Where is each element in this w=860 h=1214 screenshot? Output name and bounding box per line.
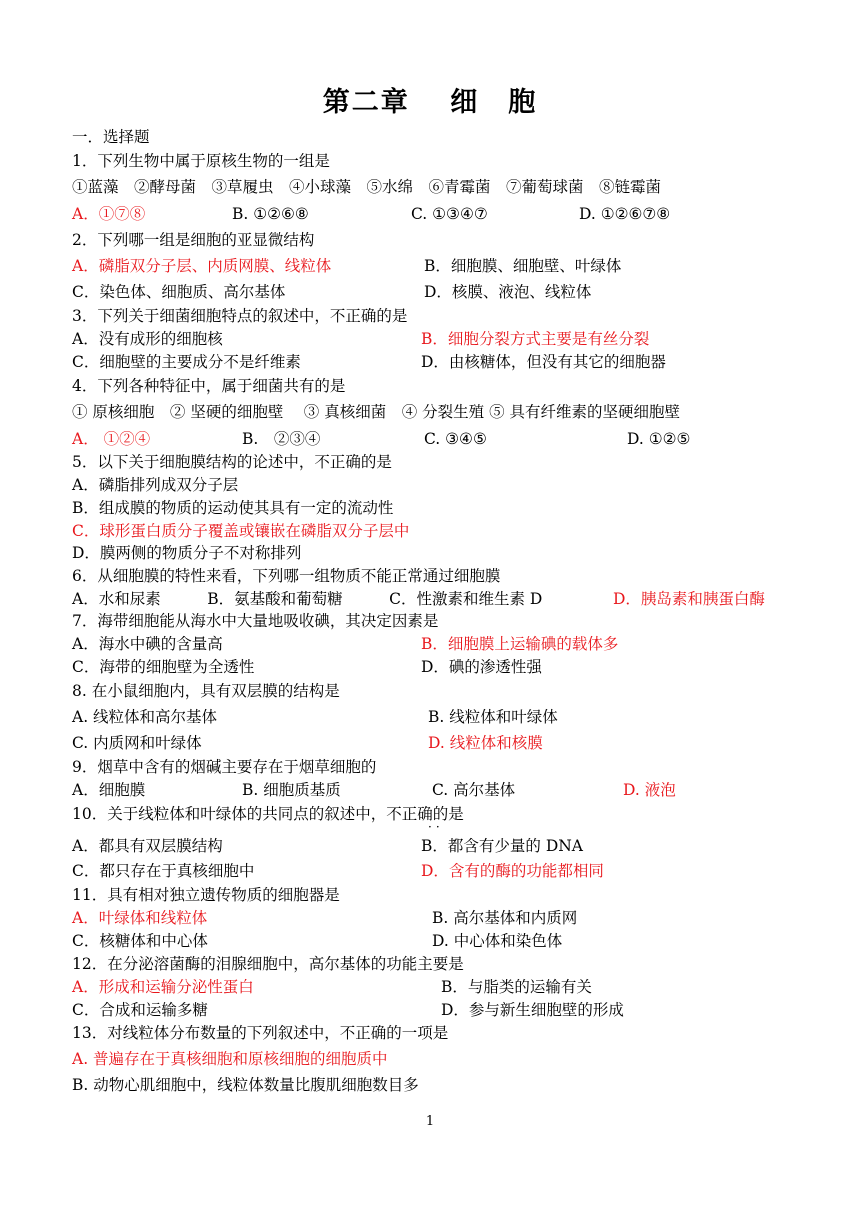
q11-option-a: A．叶绿体和线粒体	[72, 909, 208, 927]
q7-option-b: B．细胞膜上运输碘的载体多	[421, 635, 619, 653]
q1-option-c: C. ①③④⑦	[411, 205, 488, 223]
q10-option-b: B．都含有少量的 DNA	[421, 837, 584, 855]
q7-option-c: C．海带的细胞壁为全透性	[72, 658, 255, 676]
q1-items: ①蓝藻 ②酵母菌 ③草履虫 ④小球藻 ⑤水绵 ⑥青霉菌 ⑦葡萄球菌 ⑧链霉菌	[72, 178, 662, 196]
q3-option-a: A．没有成形的细胞核	[72, 330, 223, 348]
emphasis-dots: ··	[428, 820, 444, 834]
q13-option-b: B. 动物心肌细胞中，线粒体数量比腹肌细胞数目多	[72, 1076, 419, 1094]
q11-option-b: B. 高尔基体和内质网	[432, 909, 578, 927]
q7-option-a: A．海水中碘的含量高	[72, 635, 223, 653]
q4-stem: 4．下列各种特征中，属于细菌共有的是	[72, 377, 346, 395]
q2-option-c: C．染色体、细胞质、高尔基体	[72, 283, 286, 301]
q3-option-c: C．细胞壁的主要成分不是纤维素	[72, 353, 301, 371]
q12-option-a: A．形成和运输分泌性蛋白	[72, 978, 254, 996]
q9-option-d: D. 液泡	[623, 781, 676, 799]
q11-option-c: C．核糖体和中心体	[72, 932, 208, 950]
q8-option-c: C. 内质网和叶绿体	[72, 734, 202, 752]
q2-option-a: A．磷脂双分子层、内质网膜、线粒体	[72, 257, 332, 275]
q12-option-d: D．参与新生细胞壁的形成	[441, 1001, 624, 1019]
q10-option-c: C．都只存在于真核细胞中	[72, 862, 255, 880]
q1-option-b: B. ①②⑥⑧	[232, 205, 309, 223]
q3-option-b: B．细胞分裂方式主要是有丝分裂	[421, 330, 650, 348]
q4-option-d: D. ①②⑤	[627, 430, 691, 448]
q9-option-b: B. 细胞质基质	[242, 781, 341, 799]
q13-stem: 13．对线粒体分布数量的下列叙述中，不正确的一项是	[72, 1024, 449, 1042]
q5-option-c: C．球形蛋白质分子覆盖或镶嵌在磷脂双分子层中	[72, 522, 410, 540]
q6-options-abc: A．水和尿素 B．氨基酸和葡萄糖 C．性激素和维生素 D	[72, 590, 543, 608]
q8-option-b: B. 线粒体和叶绿体	[428, 708, 558, 726]
q10-option-a: A．都具有双层膜结构	[72, 837, 223, 855]
page-title: 第二章 细 胞	[322, 87, 538, 118]
q1-option-d: D. ①②⑥⑦⑧	[579, 205, 671, 223]
q10-option-d: D．含有的酶的功能都相同	[421, 862, 604, 880]
q2-option-b: B．细胞膜、细胞壁、叶绿体	[424, 257, 622, 275]
q5-option-b: B．组成膜的物质的运动使其具有一定的流动性	[72, 499, 394, 517]
q6-stem: 6．从细胞膜的特性来看，下列哪一组物质不能正常通过细胞膜	[72, 567, 501, 585]
q9-option-a: A．细胞膜	[72, 781, 146, 799]
q4-option-a: A． ①②④	[72, 430, 151, 448]
q2-option-d: D．核膜、液泡、线粒体	[424, 283, 592, 301]
q12-option-b: B．与脂类的运输有关	[441, 978, 592, 996]
q11-stem: 11．具有相对独立遗传物质的细胞器是	[72, 886, 340, 904]
q9-stem: 9．烟草中含有的烟碱主要存在于烟草细胞的	[72, 758, 377, 776]
q1-stem: 1．下列生物中属于原核生物的一组是	[72, 152, 330, 170]
q12-stem: 12．在分泌溶菌酶的泪腺细胞中，高尔基体的功能主要是	[72, 955, 464, 973]
q8-option-a: A. 线粒体和高尔基体	[72, 708, 218, 726]
q2-stem: 2．下列哪一组是细胞的亚显微结构	[72, 231, 315, 249]
q1-option-a: A．①⑦⑧	[72, 205, 146, 223]
q10-stem: 10．关于线粒体和叶绿体的共同点的叙述中，不正确的是	[72, 805, 464, 823]
q13-option-a: A. 普遍存在于真核细胞和原核细胞的细胞质中	[72, 1050, 388, 1068]
q4-items: ① 原核细胞 ② 坚硬的细胞壁 ③ 真核细菌 ④ 分裂生殖 ⑤ 具有纤维素的坚硬细胞壁	[72, 403, 680, 421]
q7-stem: 7．海带细胞能从海水中大量地吸收碘，其决定因素是	[72, 612, 439, 630]
q5-option-a: A．磷脂排列成双分子层	[72, 476, 239, 494]
q4-option-b: B. ②③④	[242, 430, 321, 448]
q4-option-c: C. ③④⑤	[424, 430, 487, 448]
q9-option-c: C. 高尔基体	[432, 781, 516, 799]
page-number: 1	[425, 1114, 435, 1129]
q6-option-d: D．胰岛素和胰蛋白酶	[613, 590, 765, 608]
q8-stem: 8. 在小鼠细胞内，具有双层膜的结构是	[72, 682, 340, 700]
q7-option-d: D．碘的渗透性强	[421, 658, 542, 676]
q11-option-d: D. 中心体和染色体	[432, 932, 563, 950]
q5-stem: 5．以下关于细胞膜结构的论述中，不正确的是	[72, 453, 392, 471]
q8-option-d: D. 线粒体和核膜	[428, 734, 543, 752]
q5-option-d: D．膜两侧的物质分子不对称排列	[72, 544, 302, 562]
q3-stem: 3．下列关于细菌细胞特点的叙述中，不正确的是	[72, 307, 408, 325]
q3-option-d: D．由核糖体，但没有其它的细胞器	[421, 353, 666, 371]
section-heading: 一．选择题	[72, 128, 150, 146]
q12-option-c: C．合成和运输多糖	[72, 1001, 208, 1019]
